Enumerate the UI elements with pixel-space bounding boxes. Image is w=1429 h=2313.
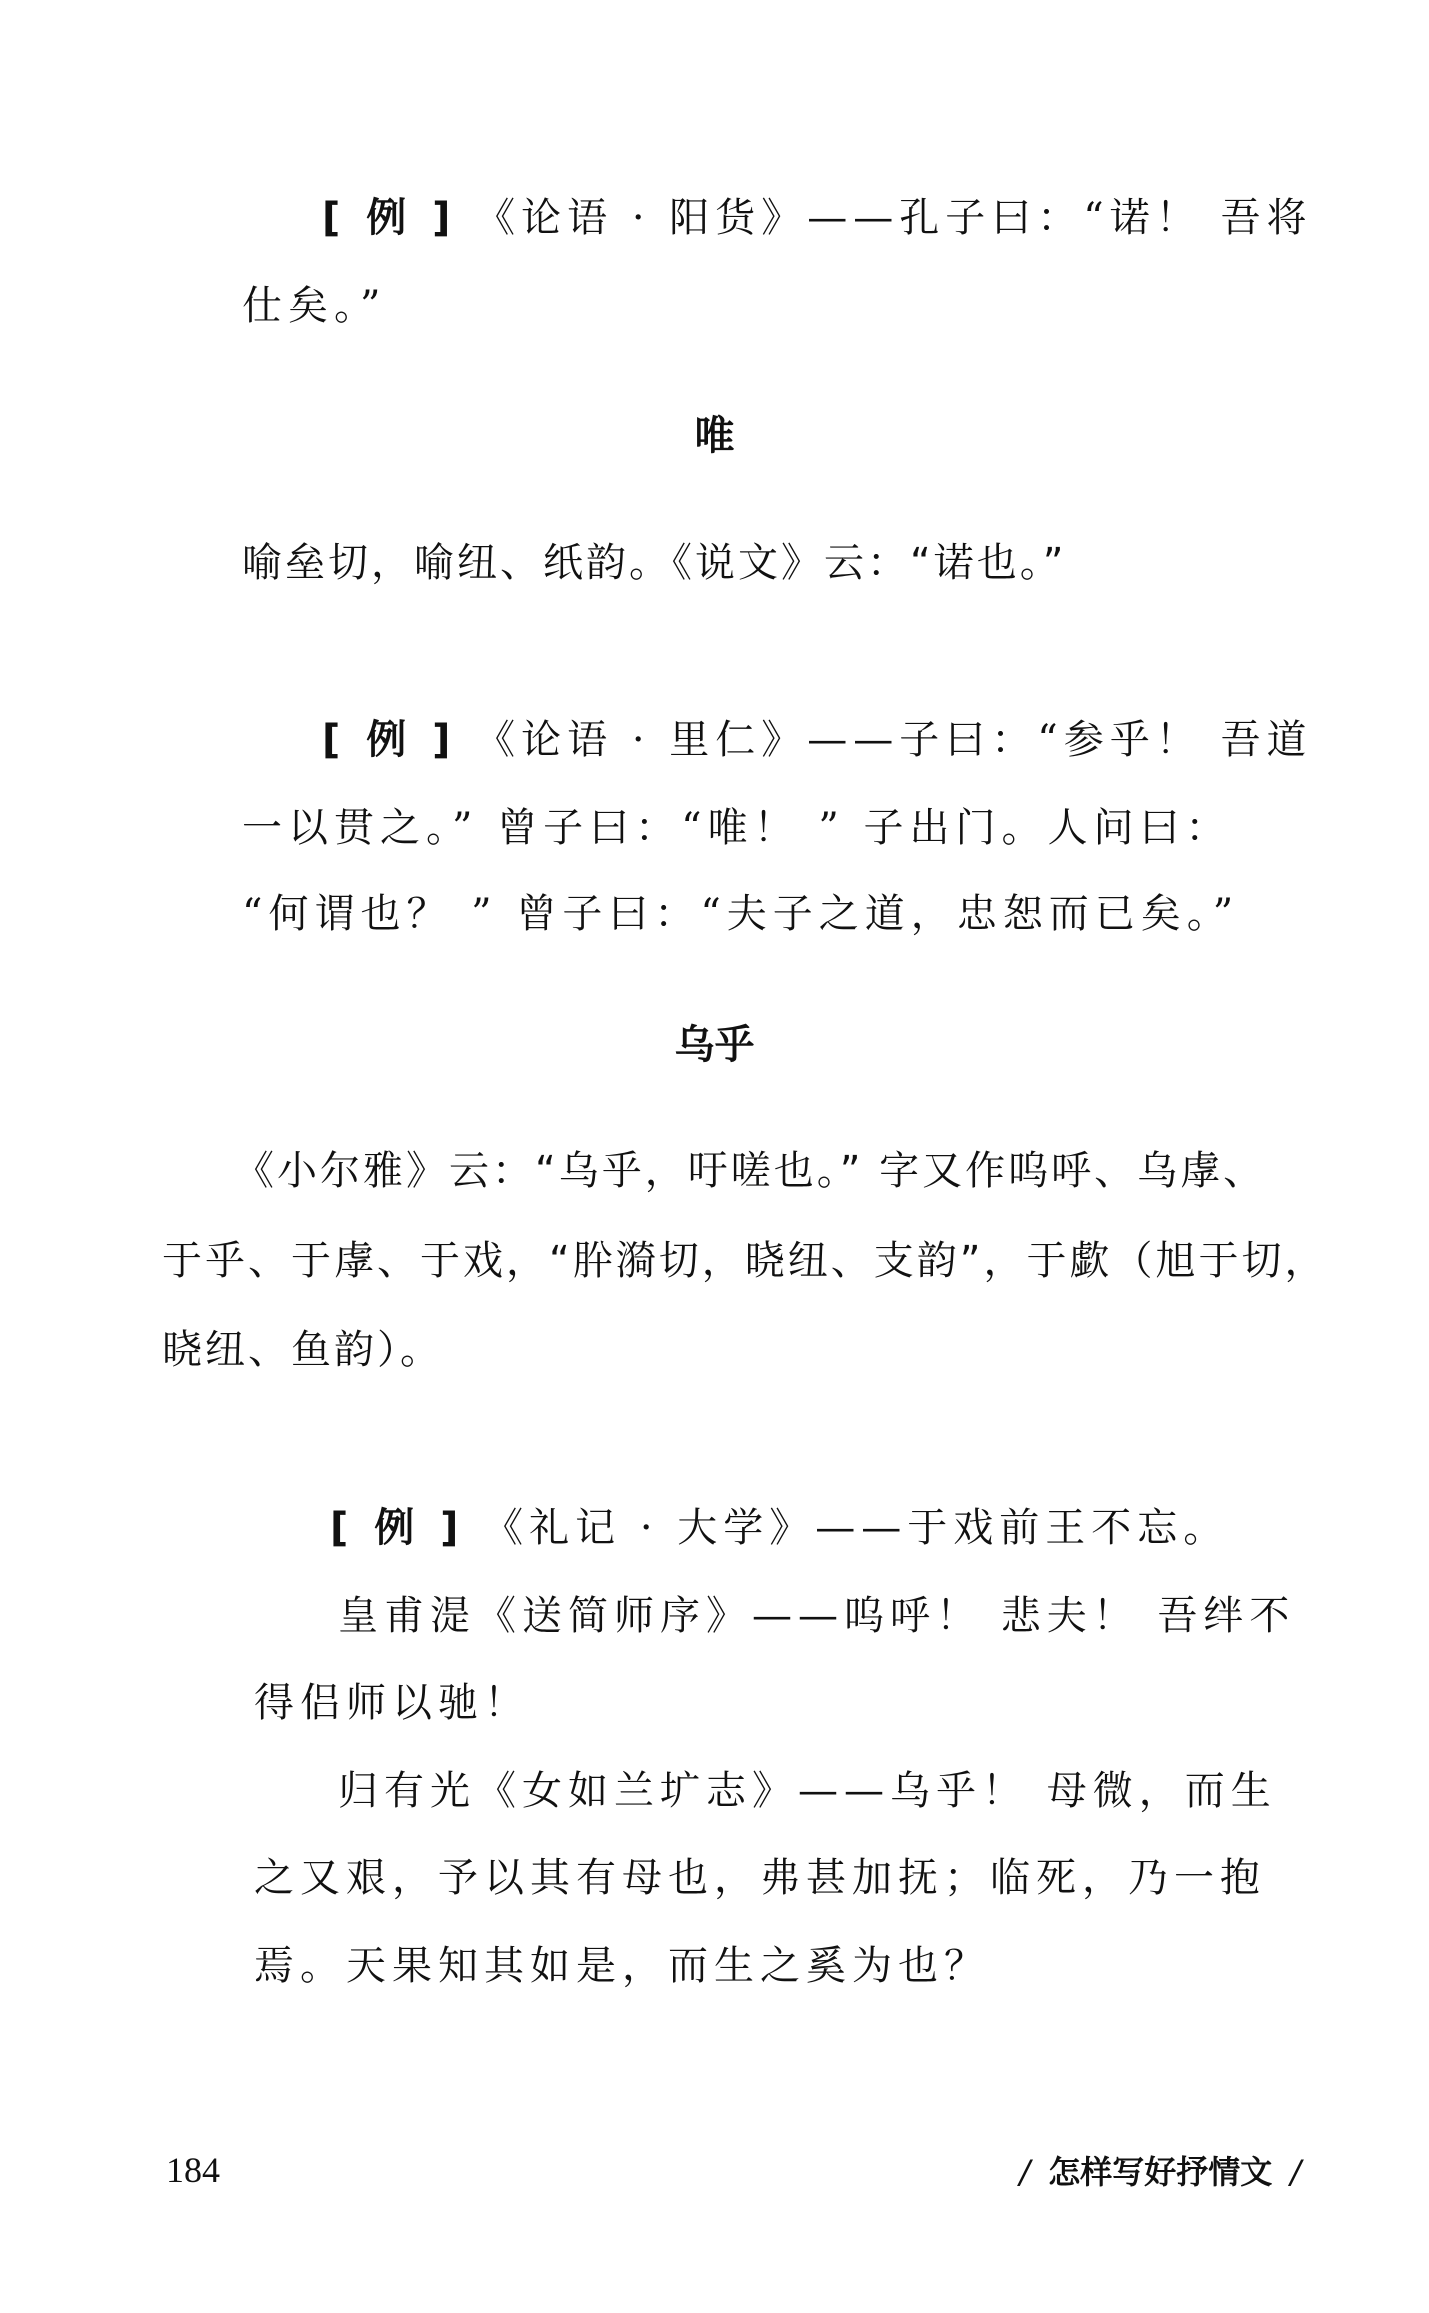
book-title: 怎样写好抒情文 xyxy=(1048,2153,1273,2191)
example-line: 得侣师以驰！ xyxy=(254,1680,530,1726)
definition-line: 《小尔雅》云：“乌乎，吁嗟也。” 字又作呜呼、乌虖、 xyxy=(234,1148,1267,1194)
example-text: 《论语 · 里仁》——子曰：“参乎！ 吾道 xyxy=(475,717,1313,763)
example-text: 《礼记 · 大学》——于戏前王不忘。 xyxy=(483,1505,1230,1551)
section-heading: 唯 xyxy=(694,413,735,459)
example-line xyxy=(330,1500,1229,1556)
page-number: 184 xyxy=(166,2150,220,2190)
definition-line: 晓纽、鱼韵）。 xyxy=(162,1327,443,1373)
example-text: 《论语 · 阳货》——孔子曰：“诺！ 吾将 xyxy=(475,195,1313,241)
example-mark: [ 例 ] xyxy=(322,717,457,763)
example-line: 焉。天果知其如是，而生之奚为也？ xyxy=(254,1943,990,1989)
example-line: 归有光《女如兰圹志》——乌乎！ 母微，而生 xyxy=(338,1768,1277,1814)
slash-divider: / xyxy=(1019,2153,1031,2191)
example-line: 之又艰，予以其有母也，弗甚加抚；临死，乃一抱 xyxy=(254,1855,1266,1901)
example-line: 仕矣。” xyxy=(242,283,387,329)
slash-divider: / xyxy=(1290,2153,1301,2191)
section-heading: 乌乎 xyxy=(674,1022,755,1068)
definition-line: 于乎、于虖、于戏，“肸漪切，晓纽、支韵”，于歔（旭于切， xyxy=(162,1238,1328,1284)
example-line xyxy=(322,190,1312,246)
running-title xyxy=(1001,2150,1319,2194)
example-line: 一以贯之。” 曾子曰：“唯！ ” 子出门。人问曰： xyxy=(242,805,1232,851)
example-line: 皇甫湜《送简师序》——呜呼！ 悲夫！ 吾绊不 xyxy=(338,1593,1296,1639)
example-mark: [ 例 ] xyxy=(330,1505,465,1551)
example-line: “何谓也？ ” 曾子曰：“夫子之道，忠恕而已矣。” xyxy=(242,891,1240,937)
definition-line: 喻垒切，喻纽、纸韵。《说文》云：“诺也。” xyxy=(242,540,1067,586)
example-line xyxy=(322,712,1312,768)
example-mark: [ 例 ] xyxy=(322,195,457,241)
